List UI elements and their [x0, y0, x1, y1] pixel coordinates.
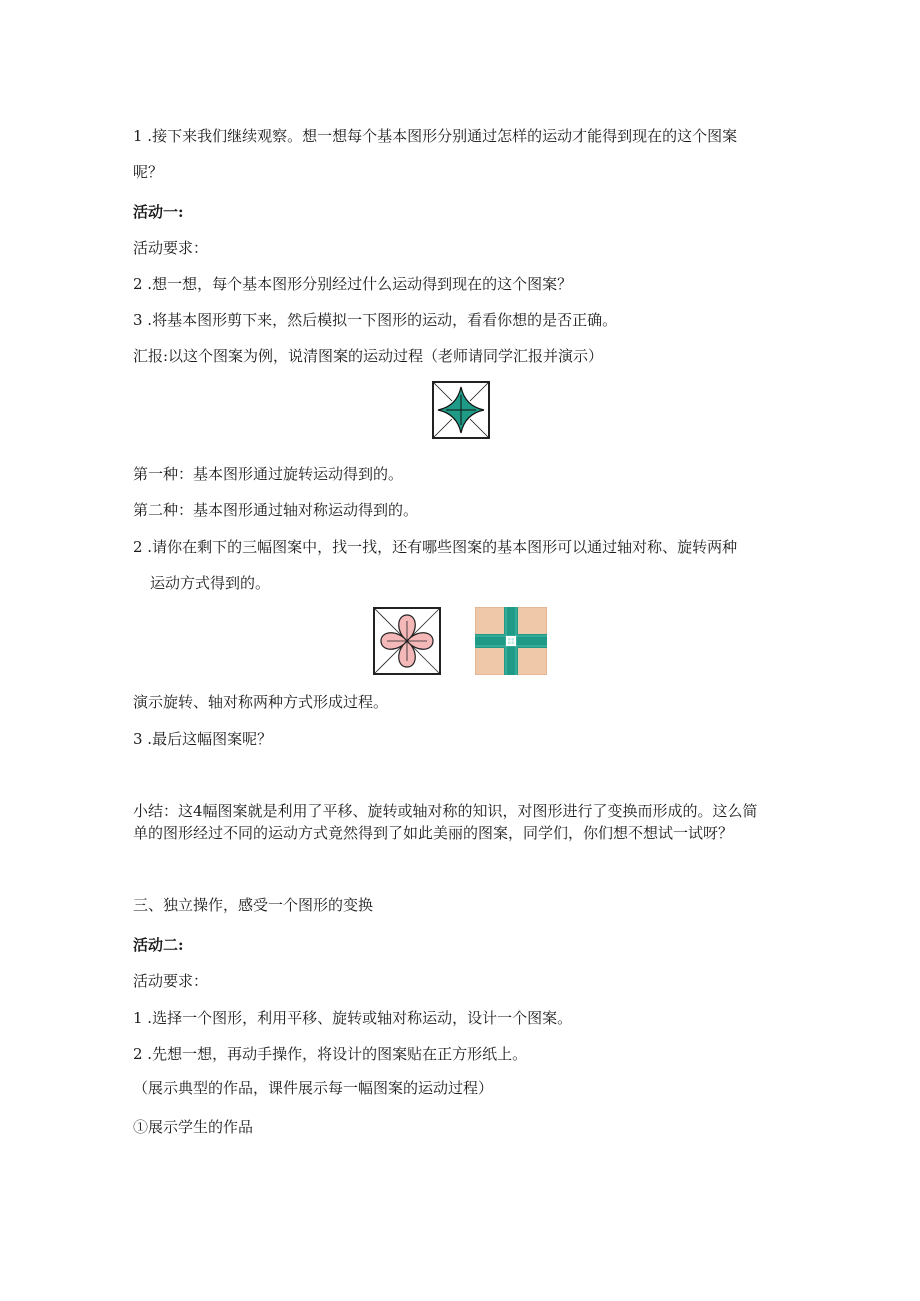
flower-pattern-figure: [373, 607, 441, 675]
activity-1-item-2: 2 .想一想，每个基本图形分别经过什么运动得到现在的这个图案？: [133, 275, 573, 293]
star-pattern-figure: [432, 381, 490, 439]
second-method: 第二种：基本图形通过轴对称运动得到的。: [133, 501, 419, 519]
activity-1-item-3: 3 .将基本图形剪下来，然后模拟一下图形的运动，看看你想的是否正确。: [133, 311, 618, 329]
showcase-note: （展示典型的作品，课件展示每一幅图案的运动过程）: [133, 1079, 494, 1097]
section-3-heading: 三、独立操作，感受一个图形的变换: [133, 896, 374, 914]
first-method: 第一种：基本图形通过旋转运动得到的。: [133, 465, 404, 483]
activity-2-item-2: 2 .先想一想，再动手操作，将设计的图案贴在正方形纸上。: [133, 1045, 528, 1063]
question-3: 3 .最后这幅图案呢？: [133, 730, 273, 748]
demo-line: 演示旋转、轴对称两种方式形成过程。: [133, 693, 389, 711]
circle-1-item: ①展示学生的作品: [133, 1118, 254, 1136]
activity-2-item-1: 1 .选择一个图形，利用平移、旋转或轴对称运动，设计一个图案。: [133, 1009, 573, 1027]
question-2-line1: 2 .请你在剩下的三幅图案中，找一找，还有哪些图案的基本图形可以通过轴对称、旋转两种: [133, 538, 738, 556]
question-1-line2: 呢？: [133, 163, 164, 181]
question-1-line1: 1 .接下来我们继续观察。想一想每个基本图形分别通过怎样的运动才能得到现在的这个图案: [133, 127, 738, 145]
activity-2-requirements: 活动要求：: [133, 972, 209, 990]
activity-2-title: 活动二:: [133, 936, 184, 954]
activity-1-requirements: 活动要求：: [133, 239, 209, 257]
cross-pattern-figure: [475, 607, 547, 675]
summary-line2: 单的图形经过不同的运动方式竟然得到了如此美丽的图案，同学们，你们想不想试一试呀？: [133, 824, 734, 842]
activity-1-title: 活动一:: [133, 203, 184, 221]
report-line: 汇报:以这个图案为例，说清图案的运动过程（老师请同学汇报并演示）: [133, 347, 604, 365]
question-2-line2: 运动方式得到的。: [150, 574, 271, 592]
summary-line1: 小结：这4幅图案就是利用了平移、旋转或轴对称的知识，对图形进行了变换而形成的。这么简: [133, 802, 758, 820]
